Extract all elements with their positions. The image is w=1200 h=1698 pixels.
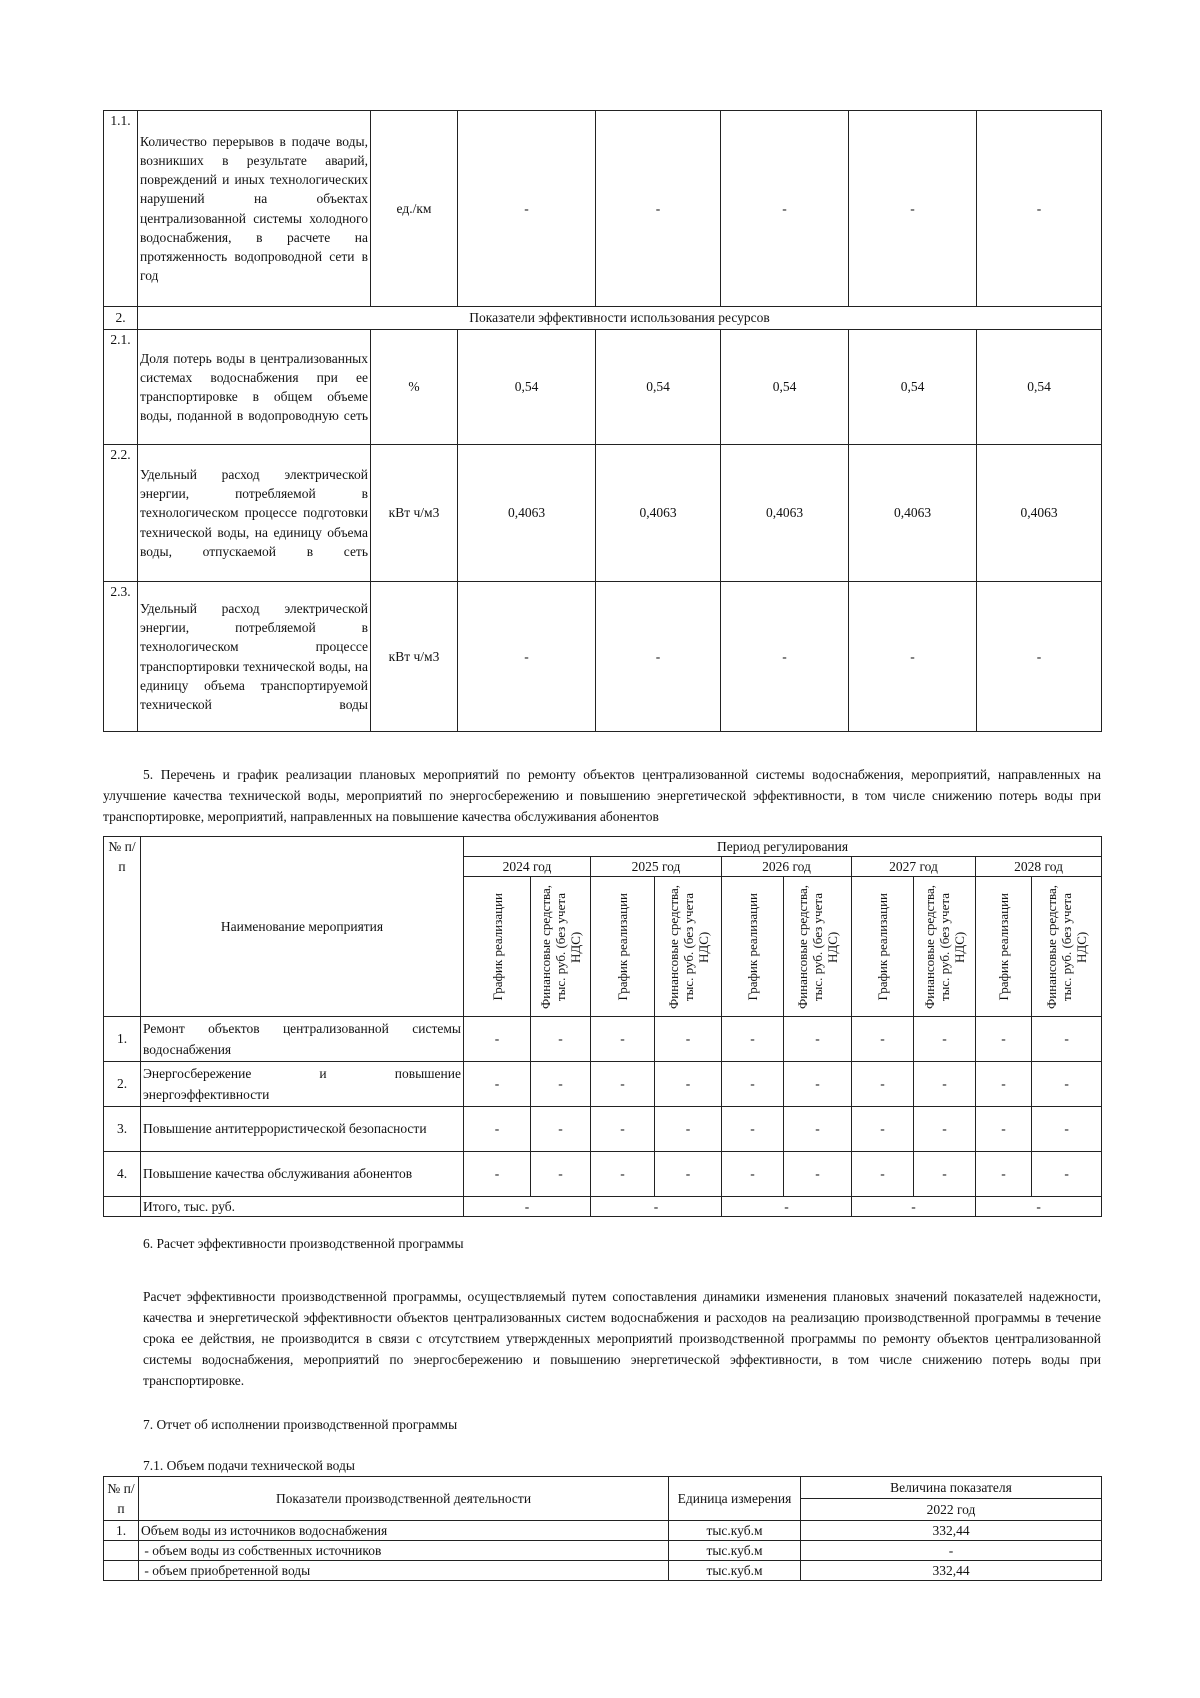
period-header: Период регулирования (464, 837, 1102, 857)
year-header: 2022 год (801, 1499, 1102, 1521)
schedule-header: График реализации (976, 877, 1032, 1017)
indicator-value: - (849, 582, 977, 732)
supply-value: 332,44 (801, 1521, 1102, 1541)
measure-cell: - (464, 1062, 531, 1107)
measure-cell: - (722, 1107, 784, 1152)
schedule-header: График реализации (722, 877, 784, 1017)
measure-cell: - (784, 1107, 852, 1152)
measure-name: Энергосбережение и повышение энергоэффективности (141, 1062, 464, 1107)
col-name-header: Показатели производственной деятельности (139, 1477, 669, 1521)
indicator-value: 0,4063 (721, 445, 849, 582)
indicator-value: - (458, 111, 596, 307)
measure-cell: - (531, 1017, 591, 1062)
row-number: 1. (104, 1017, 141, 1062)
supply-unit: тыс.куб.м (669, 1541, 801, 1561)
indicator-value: - (458, 582, 596, 732)
total-value: - (464, 1197, 591, 1217)
section-6-text: Расчет эффективности производственной программы, осуществляемый путем сопоставления динамики изменения плановых значений показателей надежности, качества и энергетической эффективности объектов централизованных систем водоснабжения и расходов на реализацию производственной программы в течение срока ее действия, не производится в связи с отсутствием утвержденных мероприятий производственной программы по ремонту объектов централизованной системы водоснабжения, мероприятий по энергосбережению и повышению энергетической эффективности, в том числе снижению потерь воды при транспортировке. (143, 1289, 1101, 1388)
indicator-value: - (977, 582, 1102, 732)
measure-cell: - (976, 1017, 1032, 1062)
finance-header: Финансовые средства, тыс. руб. (без учета НДС) (784, 877, 852, 1017)
supply-unit: тыс.куб.м (669, 1561, 801, 1581)
header-row (104, 1477, 1102, 1499)
row-number: 3. (104, 1107, 141, 1152)
measure-row (104, 1017, 1102, 1062)
indicator-name: Удельный расход электрической энергии, потребляемой в технологическом процессе транспортировки технической воды, на единицу объема транспортируемой технической воды (138, 582, 371, 732)
measure-cell: - (852, 1152, 914, 1197)
indicator-value: 0,4063 (596, 445, 721, 582)
indicator-value: 0,54 (458, 330, 596, 445)
indicator-value: - (721, 582, 849, 732)
supply-row (104, 1541, 1102, 1561)
measure-cell: - (531, 1062, 591, 1107)
water-supply-table (103, 1476, 1102, 1581)
measure-cell: - (852, 1062, 914, 1107)
measure-cell: - (914, 1017, 976, 1062)
indicator-row (104, 111, 1102, 307)
section-5-heading: 5. Перечень и график реализации плановых мероприятий по ремонту объектов централизованной системы водоснабжения, мероприятий, направленных на улучшение качества технической воды, мероприятий по энергосбережению и повышению энергетической эффективности, в том числе снижению потерь воды при транспортировке, мероприятий, направленных на повышение качества обслуживания абонентов (103, 767, 1101, 824)
indicators-table (103, 110, 1102, 732)
measure-cell: - (655, 1062, 722, 1107)
total-row (104, 1197, 1102, 1217)
indicator-name: Удельный расход электрической энергии, потребляемой в технологическом процессе подготовки технической воды, на единицу объема воды, отпускаемой в сеть (138, 445, 371, 582)
measure-cell: - (976, 1107, 1032, 1152)
col-value-header: Величина показателя (801, 1477, 1102, 1499)
schedule-header: График реализации (464, 877, 531, 1017)
year-header: 2025 год (591, 857, 722, 877)
total-value: - (976, 1197, 1102, 1217)
indicator-value: - (849, 111, 977, 307)
measure-cell: - (914, 1062, 976, 1107)
total-label: Итого, тыс. руб. (141, 1197, 464, 1217)
indicator-unit: кВт ч/м3 (371, 445, 458, 582)
measure-row (104, 1152, 1102, 1197)
measure-cell: - (1032, 1152, 1102, 1197)
measure-cell: - (784, 1062, 852, 1107)
col-num-header: № п/п (104, 837, 141, 1017)
measure-cell: - (464, 1152, 531, 1197)
indicator-name: Количество перерывов в подаче воды, возникших в результате аварий, повреждений и иных технологических нарушений на объектах централизованной системы холодного водоснабжения, в расчете на протяженность водопроводной сети в год (138, 111, 371, 307)
schedule-header: График реализации (852, 877, 914, 1017)
indicator-value: 0,54 (977, 330, 1102, 445)
measure-cell: - (591, 1062, 655, 1107)
measure-cell: - (722, 1152, 784, 1197)
measure-cell: - (852, 1017, 914, 1062)
measure-cell: - (655, 1107, 722, 1152)
row-number-empty (104, 1197, 141, 1217)
indicator-value: - (596, 111, 721, 307)
section-row (104, 307, 1102, 330)
year-header: 2027 год (852, 857, 976, 877)
supply-value: 332,44 (801, 1561, 1102, 1581)
measure-cell: - (591, 1107, 655, 1152)
section-title: Показатели эффективности использования ресурсов (138, 307, 1102, 330)
finance-header: Финансовые средства, тыс. руб. (без учета НДС) (531, 877, 591, 1017)
measures-table (103, 836, 1102, 1217)
row-number: 4. (104, 1152, 141, 1197)
indicator-row (104, 582, 1102, 732)
measure-cell: - (852, 1107, 914, 1152)
indicator-value: 0,4063 (849, 445, 977, 582)
finance-header: Финансовые средства, тыс. руб. (без учета НДС) (1032, 877, 1102, 1017)
supply-name: Объем воды из источников водоснабжения (139, 1521, 669, 1541)
indicator-value: 0,54 (721, 330, 849, 445)
supply-name: - объем воды из собственных источников (139, 1541, 669, 1561)
measure-cell: - (591, 1017, 655, 1062)
measure-cell: - (976, 1062, 1032, 1107)
col-num-header: № п/п (104, 1477, 139, 1521)
row-number: 2. (104, 307, 138, 330)
section-6-heading: 6. Расчет эффективности производственной программы (143, 1236, 464, 1251)
measure-cell: - (914, 1107, 976, 1152)
measure-cell: - (1032, 1107, 1102, 1152)
supply-name: - объем приобретенной воды (139, 1561, 669, 1581)
total-value: - (722, 1197, 852, 1217)
finance-header: Финансовые средства, тыс. руб. (без учета НДС) (655, 877, 722, 1017)
indicator-name: Доля потерь воды в централизованных системах водоснабжения при ее транспортировке в общем объеме воды, поданной в водопроводную сеть (138, 330, 371, 445)
measure-row (104, 1107, 1102, 1152)
supply-unit: тыс.куб.м (669, 1521, 801, 1541)
measure-cell: - (914, 1152, 976, 1197)
measure-cell: - (531, 1107, 591, 1152)
measure-cell: - (722, 1062, 784, 1107)
indicator-value: - (977, 111, 1102, 307)
measure-name: Повышение качества обслуживания абонентов (141, 1152, 464, 1197)
measure-cell: - (784, 1017, 852, 1062)
year-header: 2028 год (976, 857, 1102, 877)
row-number: 2.3. (104, 582, 138, 732)
total-value: - (852, 1197, 976, 1217)
measure-cell: - (722, 1017, 784, 1062)
total-value: - (591, 1197, 722, 1217)
supply-value: - (801, 1541, 1102, 1561)
indicator-row (104, 330, 1102, 445)
supply-row (104, 1521, 1102, 1541)
col-name-header: Наименование мероприятия (141, 837, 464, 1017)
indicator-value: 0,4063 (458, 445, 596, 582)
supply-row (104, 1561, 1102, 1581)
indicator-unit: ед./км (371, 111, 458, 307)
row-number: 2.2. (104, 445, 138, 582)
indicator-value: 0,54 (596, 330, 721, 445)
indicator-value: - (721, 111, 849, 307)
measure-cell: - (784, 1152, 852, 1197)
indicator-unit: % (371, 330, 458, 445)
section-7-subheading: 7.1. Объем подачи технической воды (143, 1458, 355, 1473)
row-number: 2. (104, 1062, 141, 1107)
measure-cell: - (531, 1152, 591, 1197)
indicator-row (104, 445, 1102, 582)
measure-cell: - (655, 1152, 722, 1197)
row-number (104, 1561, 139, 1581)
finance-header: Финансовые средства, тыс. руб. (без учета НДС) (914, 877, 976, 1017)
indicator-value: 0,54 (849, 330, 977, 445)
indicator-value: 0,4063 (977, 445, 1102, 582)
measure-cell: - (591, 1152, 655, 1197)
row-number: 1. (104, 1521, 139, 1541)
measure-cell: - (1032, 1062, 1102, 1107)
measure-name: Ремонт объектов централизованной системы водоснабжения (141, 1017, 464, 1062)
row-number: 1.1. (104, 111, 138, 307)
measure-cell: - (1032, 1017, 1102, 1062)
indicator-value: - (596, 582, 721, 732)
col-unit-header: Единица измерения (669, 1477, 801, 1521)
year-header: 2024 год (464, 857, 591, 877)
measure-cell: - (655, 1017, 722, 1062)
schedule-header: График реализации (591, 877, 655, 1017)
measure-name: Повышение антитеррористической безопасности (141, 1107, 464, 1152)
measure-cell: - (464, 1017, 531, 1062)
measure-row (104, 1062, 1102, 1107)
section-7-heading: 7. Отчет об исполнении производственной программы (143, 1417, 458, 1432)
row-number: 2.1. (104, 330, 138, 445)
year-header: 2026 год (722, 857, 852, 877)
indicator-unit: кВт ч/м3 (371, 582, 458, 732)
header-row (104, 837, 1102, 857)
measure-cell: - (464, 1107, 531, 1152)
row-number (104, 1541, 139, 1561)
measure-cell: - (976, 1152, 1032, 1197)
